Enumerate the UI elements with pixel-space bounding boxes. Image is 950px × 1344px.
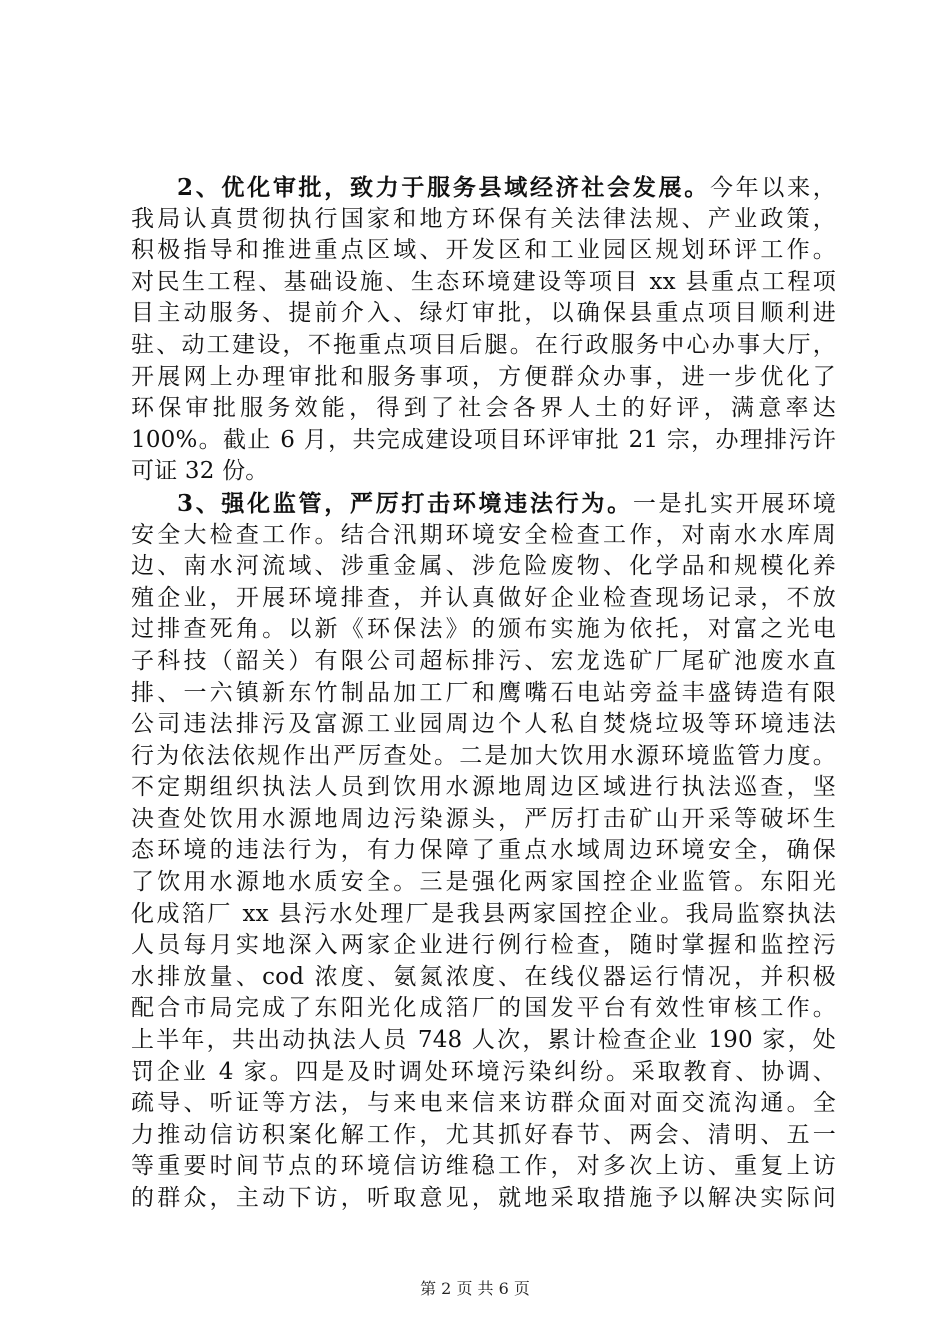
paragraph xyxy=(131,172,836,488)
line-text: 罚企业 4 家。四是及时调处环境污染纠纷。采取教育、协调、 xyxy=(131,1058,836,1085)
text-line xyxy=(131,583,836,615)
line-text: 100%。截止 6 月，共完成建设项目环评审批 21 宗，办理排污许 xyxy=(131,426,836,453)
line-text: 边、南水河流域、涉重金属、涉危险废物、化学品和规模化养 xyxy=(131,553,836,580)
line-text: 决查处饮用水源地周边污染源头，严厉打击矿山开采等破坏生 xyxy=(131,805,836,832)
text-line xyxy=(131,204,836,236)
line-text: 公司违法排污及富源工业园周边个人私自焚烧垃圾等环境违法 xyxy=(131,711,836,738)
line-text: 一是扎实开展环境 xyxy=(632,490,836,517)
line-text: 排、一六镇新东竹制品加工厂和鹰嘴石电站旁益丰盛铸造有限 xyxy=(131,679,836,706)
line-text: 行为依法依规作出严厉查处。二是加大饮用水源环境监管力度。 xyxy=(131,742,836,769)
line-text: 今年以来， xyxy=(709,175,836,201)
line-text: 疏导、听证等方法，与来电来信来访群众面对面交流沟通。全 xyxy=(131,1090,836,1117)
text-line xyxy=(131,362,836,394)
line-text: 过排查死角。以新《环保法》的颁布实施为依托，对富之光电 xyxy=(131,616,836,643)
line-text: 化成箔厂 xx 县污水处理厂是我县两家国控企业。我局监察执法 xyxy=(131,900,836,927)
line-text: 上半年，共出动执法人员 748 人次，累计检查企业 190 家，处 xyxy=(131,1027,836,1054)
text-line xyxy=(131,456,836,488)
text-line xyxy=(131,1025,836,1057)
text-line xyxy=(131,267,836,299)
line-text: 子科技（韶关）有限公司超标排污、宏龙选矿厂尾矿池废水直 xyxy=(131,647,836,674)
text-line xyxy=(131,867,836,899)
text-line xyxy=(131,899,836,931)
line-text: 不定期组织执法人员到饮用水源地周边区域进行执法巡查，坚 xyxy=(131,774,836,801)
line-text: 力推动信访积案化解工作，尤其抓好春节、两会、清明、五一 xyxy=(131,1121,836,1148)
text-line xyxy=(131,298,836,330)
line-text: 安全大检查工作。结合汛期环境安全检查工作，对南水水库周 xyxy=(131,521,836,548)
text-line xyxy=(131,235,836,267)
text-line xyxy=(131,646,836,678)
text-line xyxy=(131,772,836,804)
text-line xyxy=(131,835,836,867)
text-line xyxy=(131,1057,836,1089)
text-line xyxy=(131,709,836,741)
text-line xyxy=(131,520,836,552)
line-text: 等重要时间节点的环境信访维稳工作，对多次上访、重复上访 xyxy=(131,1153,836,1180)
section-heading: 3、强化监管，严厉打击环境违法行为。 xyxy=(177,489,633,517)
text-line xyxy=(131,551,836,583)
text-line xyxy=(131,993,836,1025)
section-heading: 2、优化审批，致力于服务县域经济社会发展。 xyxy=(177,174,710,201)
line-text: 态环境的违法行为，有力保障了重点水域周边环境安全，确保 xyxy=(131,837,836,864)
text-line xyxy=(131,1151,836,1183)
line-text: 配合市局完成了东阳光化成箔厂的国发平台有效性审核工作。 xyxy=(131,995,836,1022)
text-line xyxy=(131,614,836,646)
text-line xyxy=(131,1120,836,1152)
text-line xyxy=(131,488,836,520)
line-text: 目主动服务、提前介入、绿灯审批，以确保县重点项目顺利进 xyxy=(131,300,836,327)
line-text: 驻、动工建设，不拖重点项目后腿。在行政服务中心办事大厅， xyxy=(131,331,836,358)
line-text: 对民生工程、基础设施、生态环境建设等项目 xx 县重点工程项 xyxy=(131,268,836,295)
line-text: 开展网上办理审批和服务事项，方便群众办事，进一步优化了 xyxy=(131,363,836,390)
paragraph xyxy=(131,488,836,1215)
text-line xyxy=(131,804,836,836)
body-text xyxy=(131,172,836,1215)
text-line xyxy=(131,741,836,773)
text-line xyxy=(131,1183,836,1215)
line-text: 可证 32 份。 xyxy=(131,458,269,485)
text-line xyxy=(131,930,836,962)
line-text: 的群众，主动下访，听取意见，就地采取措施予以解决实际问 xyxy=(131,1185,836,1211)
line-text: 水排放量、cod 浓度、氨氮浓度、在线仪器运行情况，并积极 xyxy=(131,963,836,990)
line-text: 积极指导和推进重点区域、开发区和工业园区规划环评工作。 xyxy=(131,237,836,264)
line-text: 人员每月实地深入两家企业进行例行检查，随时掌握和监控污 xyxy=(131,932,836,959)
line-text: 环保审批服务效能，得到了社会各界人土的好评，满意率达 xyxy=(131,395,836,422)
page-footer: 第 2 页 共 6 页 xyxy=(420,1279,530,1298)
line-text: 了饮用水源地水质安全。三是强化两家国控企业监管。东阳光 xyxy=(131,869,836,896)
text-line xyxy=(131,425,836,457)
text-line xyxy=(131,330,836,362)
text-line xyxy=(131,172,836,204)
text-line xyxy=(131,1088,836,1120)
text-line xyxy=(131,962,836,994)
text-line xyxy=(131,678,836,710)
text-line xyxy=(131,393,836,425)
line-text: 我局认真贯彻执行国家和地方环保有关法律法规、产业政策， xyxy=(131,205,836,232)
line-text: 殖企业，开展环境排查，并认真做好企业检查现场记录，不放 xyxy=(131,584,836,611)
